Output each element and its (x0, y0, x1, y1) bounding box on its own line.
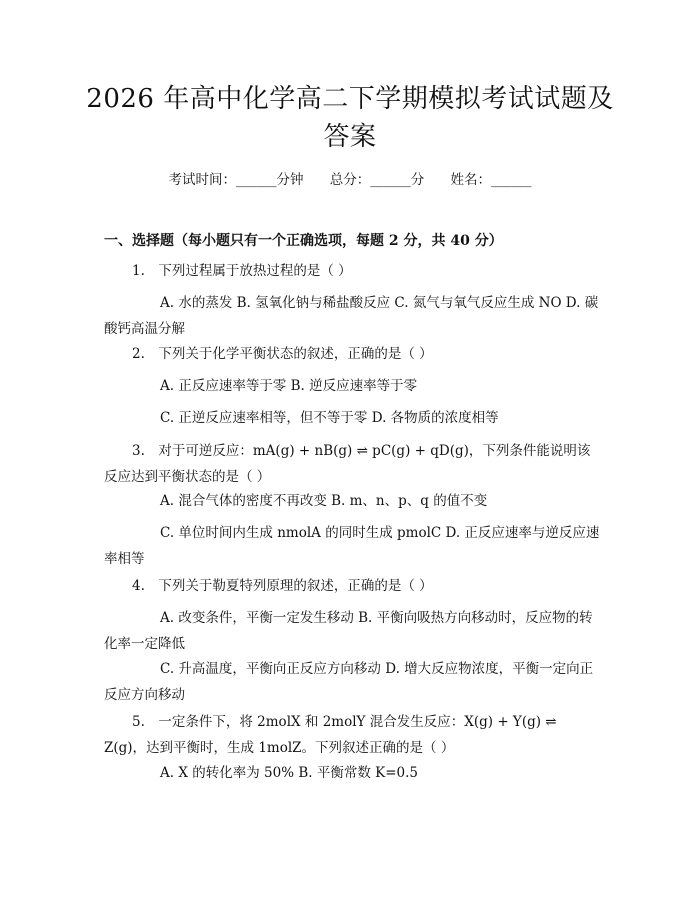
question-options: A. 水的蒸发 B. 氢氧化钠与稀盐酸反应 C. 氮气与氧气反应生成 NO D. 碳酸钙高温分解 (104, 295, 599, 337)
question-options: C. 正逆反应速率相等，但不等于零 D. 各物质的浓度相等 (160, 410, 499, 426)
question-stem: 1. 下列过程属于放热过程的是（ ） (132, 263, 352, 279)
question-options: C. 单位时间内生成 nmolA 的同时生成 pmolC D. 正反应速率与逆反应速率相等 (104, 525, 600, 567)
question-stem: 5. 一定条件下，将 2molX 和 2molY 混合发生反应：X(g) + Y(g) ⇌ Z(g)，达到平衡时，生成 1molZ。下列叙述正确的是（ ） (104, 714, 557, 756)
student-name-field: 姓名：______ (450, 172, 532, 188)
exam-time-field: 考试时间：______分钟 (168, 172, 304, 188)
question-stem: 2. 下列关于化学平衡状态的叙述，正确的是（ ） (132, 346, 433, 362)
section-title: 一、选择题（每小题只有一个正确选项，每题 2 分，共 40 分） (104, 233, 503, 249)
exam-info (0, 168, 700, 188)
exam-title: 2026 年高中化学高二下学期模拟考试试题及答案 (86, 84, 614, 152)
question-options: A. 正反应速率等于零 B. 逆反应速率等于零 (160, 378, 418, 394)
question-options: A. 混合气体的密度不再改变 B. m、n、p、q 的值不变 (160, 493, 488, 509)
question-options: C. 升高温度，平衡向正反应方向移动 D. 增大反应物浓度，平衡一定向正反应方向移动 (104, 661, 594, 703)
question-options: A. 改变条件，平衡一定发生移动 B. 平衡向吸热方向移动时，反应物的转化率一定降低 (104, 610, 593, 652)
question-options: A. X 的转化率为 50% B. 平衡常数 K=0.5 (160, 765, 418, 781)
question-stem: 4. 下列关于勒夏特列原理的叙述，正确的是（ ） (132, 578, 433, 594)
question-stem: 3. 对于可逆反应：mA(g) + nB(g) ⇌ pC(g) + qD(g)，下列条件能说明该反应达到平衡状态的是（ ） (104, 443, 591, 485)
total-score-field: 总分：______分 (329, 172, 425, 188)
